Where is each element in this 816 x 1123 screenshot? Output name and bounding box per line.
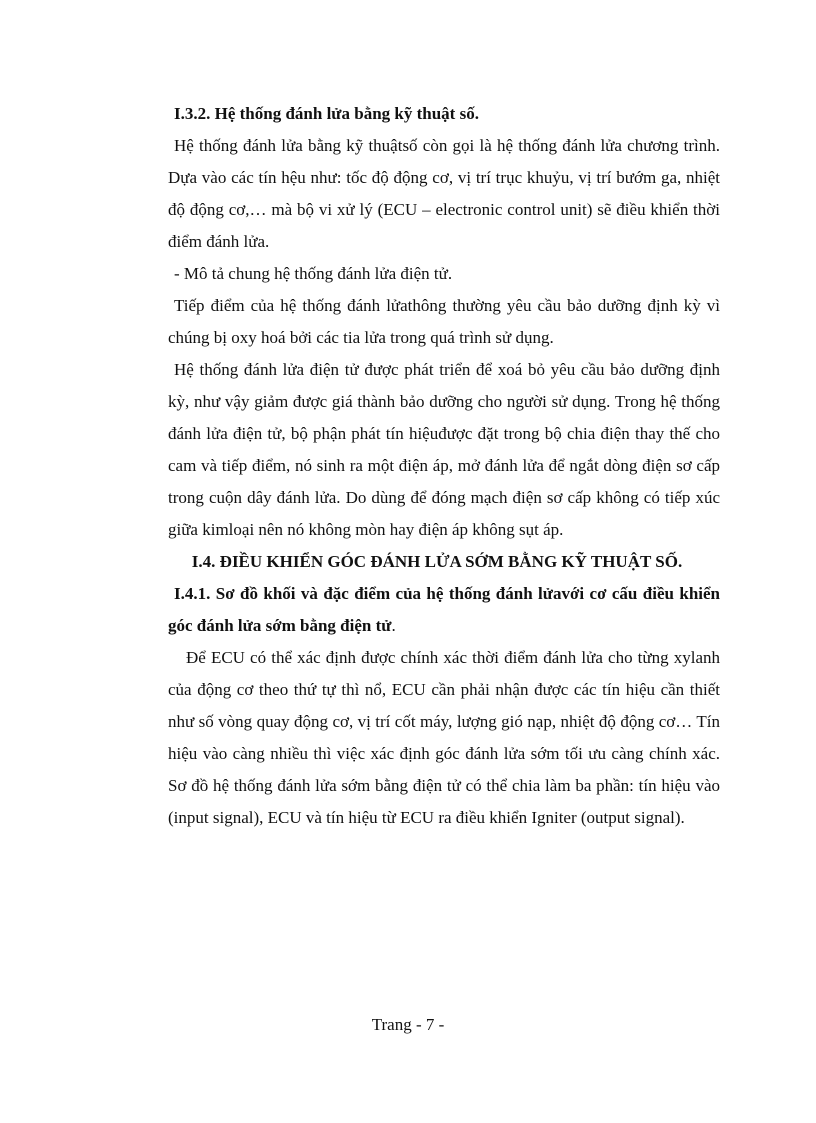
page-number: Trang - 7 - bbox=[371, 1015, 445, 1034]
section-heading-ignition-control: I.4. ĐIỀU KHIỂN GÓC ĐÁNH LỬA SỚM BẰNG KỸ THUẬT SỐ. bbox=[191, 552, 683, 571]
paragraph-intro: Hệ thống đánh lửa bằng kỹ thuậtsố còn gọi là hệ thống đánh lửa chương trình. Dựa vào các tín hệu như: tốc độ động cơ, vị trí trục khuỷu, vị trí bướm ga, nhiệt độ động cơ,… mà bộ vi xử lý (ECU – electronic control unit) sẽ điều khiển thời điểm đánh lửa. bbox=[168, 136, 720, 251]
heading-digital-ignition: I.3.2. Hệ thống đánh lửa bằng kỹ thuật số. bbox=[174, 104, 479, 123]
paragraph-ecu-signals: Để ECU có thể xác định được chính xác thời điểm đánh lửa cho từng xylanh của động cơ theo thứ tự thì nổ, ECU cần phải nhận được các tín hiệu cần thiết như số vòng quay động cơ, vị trí cốt máy, lượng gió nạp, nhiệt độ động cơ… Tín hiệu vào càng nhiều thì việc xác định góc đánh lửa sớm tối ưu càng chính xác. Sơ đồ hệ thống đánh lửa sớm bằng điện tử có thể chia làm ba phần: tín hiệu vào (input signal), ECU và tín hiệu từ ECU ra điều khiển Igniter (output signal). bbox=[168, 648, 720, 827]
sub-heading-block-diagram bbox=[168, 578, 720, 642]
paragraph-electronic-ignition: Hệ thống đánh lửa điện tử được phát triển để xoá bỏ yêu cầu bảo dưỡng định kỳ, như vậy giảm được giá thành bảo dưỡng cho người sử dụng. Trong hệ thống đánh lửa điện tử, bộ phận phát tín hiệuđược đặt trong bộ chia điện thay thế cho cam và tiếp điểm, nó sinh ra một điện áp, mở đánh lửa để ngắt dòng điện sơ cấp trong cuộn dây đánh lửa. Do dùng để đóng mạch điện sơ cấp không có tiếp xúc giữa kimloại nên nó không mòn hay điện áp không sụt áp. bbox=[168, 360, 720, 539]
paragraph-contact-points: Tiếp điểm của hệ thống đánh lửathông thường yêu cầu bảo dưỡng định kỳ vì chúng bị oxy hoá bởi các tia lửa trong quá trình sử dụng. bbox=[168, 296, 720, 347]
sub-heading-text: I.4.1. Sơ đồ khối và đặc điểm của hệ thống đánh lửavới cơ cấu điều khiển góc đánh lửa sớm bằng điện tử bbox=[168, 584, 720, 635]
paragraph-description-title: - Mô tả chung hệ thống đánh lửa điện tử. bbox=[174, 264, 453, 283]
document-body bbox=[168, 98, 720, 834]
sub-heading-period: . bbox=[391, 616, 396, 635]
